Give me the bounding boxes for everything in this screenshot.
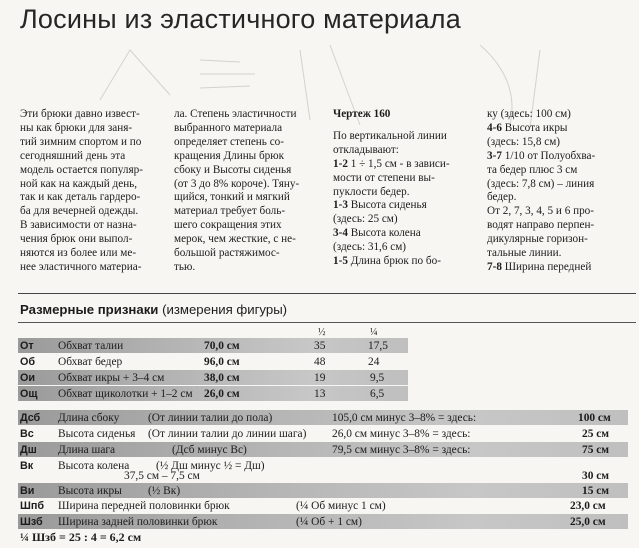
measure-code: Ощ [20, 388, 38, 400]
step-text: 1/10 от Полуобхва- [501, 149, 596, 162]
measure-result: 100 см [578, 412, 611, 424]
measure-name: Высота сиденья [58, 428, 136, 440]
measure-name: Обхват бедер [58, 356, 123, 368]
text-line: модель остается популяр- [20, 163, 143, 176]
text-line: мерок, чем жесткие, с не- [174, 233, 296, 246]
measure-note: (½ Вк) [148, 485, 181, 497]
measure-result: 25 см [582, 428, 610, 440]
text-line: В зависимости от назна- [20, 219, 137, 232]
step-text: Ширина передней [501, 260, 592, 273]
measure-name: Ширина передней половинки брюк [58, 500, 230, 512]
spacer [333, 122, 478, 130]
text-line: тий зимним спортом и по [20, 135, 142, 148]
text-column-1 [20, 108, 170, 275]
text-line: щийся, тонкий и мягкий [174, 191, 290, 204]
measure-note: (От линии талии до линии шага) [148, 428, 307, 440]
step-code: 4-6 [487, 121, 502, 134]
step-text: Высота икры [501, 121, 568, 134]
text-line: ной как на каждый день, [20, 177, 138, 190]
text-line: сбоку и Высоты сиденья [174, 163, 292, 176]
measure-name: Длина шага [58, 444, 116, 456]
measure-value: 70,0 см [204, 340, 240, 352]
measure-code: Вк [20, 460, 34, 472]
step-text: Высота сиденья [347, 199, 427, 212]
measure-quarter: 24 [368, 356, 380, 368]
text-line: водят направо перпен- [487, 219, 595, 232]
text-line: сегодняшний день эта [20, 149, 126, 162]
section-title-rest: (измерения фигуры) [158, 302, 288, 317]
text-line: кращения Длины брюк [174, 149, 285, 162]
measure-code: Шзб [20, 516, 43, 528]
text-line: бедер. [487, 191, 517, 204]
measure-quarter: 17,5 [368, 340, 388, 352]
measure-code: Шпб [20, 500, 45, 512]
step-text: 1 ÷ 1,5 см - в зависи- [347, 157, 450, 170]
measure-calc: 26,0 см минус 3–8% = здесь: [332, 428, 471, 440]
measure-note: (От линии талии до пола) [148, 412, 273, 424]
measure-code: Ои [20, 372, 36, 384]
measure-result: 25,0 см [570, 516, 606, 528]
text-line: дикулярные горизон- [487, 233, 588, 246]
measure-name: Обхват икры + 3–4 см [58, 372, 165, 384]
text-line: (здесь: 25 см) [333, 213, 398, 226]
page-title: Лосины из эластичного материала [20, 4, 461, 34]
measure-result: 30 см [582, 470, 610, 482]
text-line: нее эластичного материа- [20, 260, 142, 273]
measure-note: (Дсб минус Вс) [172, 444, 247, 456]
text-line: мости от степени вы- [333, 171, 435, 184]
measure-result: 75 см [582, 444, 610, 456]
text-line: няются из более или ме- [20, 247, 137, 260]
section-title-bold: Размерные признаки [20, 302, 159, 317]
measure-calc: 79,5 см минус 3–8% = здесь: [332, 444, 471, 456]
measure-code: Дш [20, 444, 37, 456]
text-line: откладывают: [333, 143, 399, 156]
text-line: (здесь: 7,8 см) – линия [487, 177, 595, 190]
measure-half: 48 [314, 356, 326, 368]
text-line: ку (здесь: 100 см) [487, 108, 571, 120]
measure-code: Ви [20, 485, 35, 497]
text-line: та бедер плюс 3 см [487, 163, 578, 176]
measure-code: Об [20, 356, 36, 368]
quarter-header: ¼ [370, 327, 378, 338]
measure-result: 23,0 см [570, 500, 606, 512]
text-line: (здесь: 15,8 см) [487, 135, 560, 148]
text-line: определяет степень со- [174, 135, 284, 148]
measure-sub: 37,5 см – 7,5 см [124, 470, 200, 482]
measure-half: 19 [314, 372, 326, 384]
measure-half: 35 [314, 340, 326, 352]
measure-name: Обхват талии [58, 340, 124, 352]
text-line: шего сокращения этих [174, 219, 282, 232]
text-line: большой растяжимос- [174, 247, 280, 260]
measure-calc: 105,0 см минус 3–8% = здесь: [332, 412, 477, 424]
text-line: выбранного материала [174, 121, 283, 134]
text-line: тью. [174, 260, 196, 273]
measure-value: 26,0 см [204, 388, 240, 400]
section-title [20, 302, 287, 317]
measure-code: От [20, 340, 34, 352]
step-code: 1-3 [333, 199, 348, 212]
text-line: Эти брюки давно извест- [20, 108, 140, 120]
text-column-3 [333, 108, 478, 269]
measure-code: Вс [20, 428, 34, 440]
text-line: так и как деталь гардеро- [20, 191, 141, 204]
measure-note: (¼ Об минус 1 см) [296, 500, 386, 512]
step-text: Длина брюк по бо- [347, 255, 441, 268]
measure-result: 15 см [582, 485, 610, 497]
text-line: От 2, 7, 3, 4, 5 и 6 про- [487, 205, 594, 218]
text-line: ба для вечерней одежды. [20, 205, 139, 218]
measure-value: 38,0 см [204, 372, 240, 384]
section-divider [18, 293, 636, 294]
section-divider [18, 322, 636, 323]
step-code: 1-5 [333, 255, 348, 268]
measure-name: Обхват щиколотки + 1–2 см [58, 388, 193, 400]
text-line: тальные линии. [487, 247, 562, 260]
measure-code: Дсб [20, 412, 41, 424]
text-line: ны как брюки для заня- [20, 121, 133, 134]
step-code: 1-2 [333, 157, 348, 170]
text-line: По вертикальной линии [333, 129, 447, 142]
half-header: ½ [318, 327, 326, 338]
text-line: ла. Степень эластичности [174, 108, 297, 120]
measure-note: (½ Дш минус ½ = Дш) [156, 460, 265, 472]
text-column-2 [174, 108, 320, 275]
step-code: 7-8 [487, 260, 502, 273]
drawing-heading: Чертеж 160 [333, 108, 391, 120]
text-line: (здесь: 31,6 см) [333, 241, 406, 254]
text-line: чения брюк они выпол- [20, 233, 133, 246]
step-text: Высота колена [347, 227, 421, 240]
step-code: 3-7 [487, 149, 502, 162]
measure-name: Высота колена [58, 460, 130, 472]
measure-name: Длина сбоку [58, 412, 120, 424]
formula: ¼ Шзб = 25 : 4 = 6,2 см [20, 530, 142, 544]
measure-value: 96,0 см [204, 356, 240, 368]
step-code: 3-4 [333, 227, 348, 240]
text-line: пуклости бедер. [333, 185, 410, 198]
text-column-4 [487, 108, 635, 275]
measure-half: 13 [314, 388, 326, 400]
measure-quarter: 6,5 [370, 388, 385, 400]
text-line: материал требует боль- [174, 205, 286, 218]
measure-name: Высота икры [58, 485, 122, 497]
measure-name: Ширина задней половинки брюк [58, 516, 218, 528]
measure-quarter: 9,5 [370, 372, 385, 384]
measure-note: (¼ Об + 1 см) [296, 516, 362, 528]
text-line: (от 3 до 8% короче). Тяну- [174, 177, 300, 190]
